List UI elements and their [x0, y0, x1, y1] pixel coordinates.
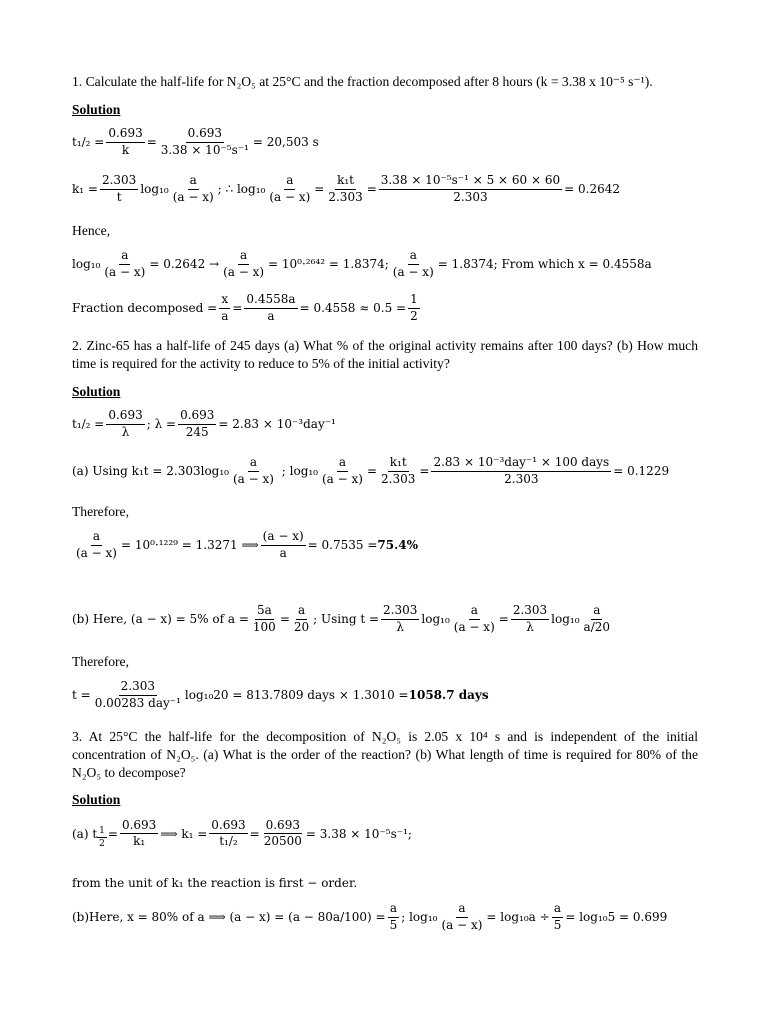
therefore-label-2: Therefore, [72, 654, 129, 669]
equation-eighty-percent: (b)Here, x = 80% of a ⟹ (a − x) = (a − 80a/100) = $\frac{a}{5}$ ; log₁₀ $\frac{a}{(a - x)}$ = log₁₀a ÷ $\frac{a}{5}$ = log₁₀5 = 0.699 [72, 901, 668, 932]
equation-half-life-2: t₁/₂ = $\frac{0.693}{\lambda}$ ; λ = $\frac{0.693}{245}$ = 2.83 × 10⁻³day⁻¹ [72, 408, 336, 439]
therefore-label-1: Therefore, [72, 504, 129, 519]
equation-rate-constant-1: k₁ = $\frac{2.303}{t}$ log₁₀ a (a − x) ; ∴ log₁₀ $\frac{a}{(a - x)}$ = $\frac{\text{k₁t}}{2.303}$ = $\frac{\text{3.38 × 10⁻⁵s⁻¹ × 5 × 60 × 60}}{2.303}$ = 0.2642 [72, 173, 620, 204]
hence-label: Hence, [72, 223, 111, 238]
equation-fraction-decomposed: Fraction decomposed = $\frac{x}{a}$ = $\frac{0.4558a}{a}$ = 0.4558 ≈ 0.5 = $\frac{1}{2}$ [72, 292, 418, 323]
equation-rate-constant-3: (a) t $\frac{1}{2}$ = $\frac{0.693}{\text{k₁}}$ ⟹ k₁ = $\frac{0.693}{\text{t₁/₂}}$ = $\frac{0.693}{20500}$ = 3.38 × 10⁻⁵s⁻¹; [72, 817, 412, 850]
equation-log-ratio-1: log₁₀ $\frac{a}{(a - x)}$ = 0.2642 → $\frac{a}{(a - x)}$ = 10⁰·²⁶⁴² = 1.8374; $\frac{a}{(a - x)}$ = 1.8374; From which x = 0.4558a [72, 248, 652, 279]
equation-time-to-five-percent: (b) Here, (a − x) = 5% of a = $\frac{5a}{100}$ = $\frac{a}{20}$ ; Using t = $\frac{2.303}{\lambda}$ log₁₀ $\frac{a}{(a - x)}$ = $\frac{2.303}{\lambda}$ log₁₀ a a/20 [72, 603, 611, 634]
equation-half-life-1: t₁/₂ = $\frac{0.693}{k}$ = $\frac{0.693}{\text{3.38 × 10⁻⁵s⁻¹}}$ = 20,503 s [72, 126, 319, 157]
question-3: 3. At 25°C the half-life for the decomposition of N₂O₅ is 2.05 x 10⁴ s and is independent of the initial concentration of N₂O₅. (a) What is the order of the reaction? (b) What length of time is required for 80% of the N₂O₅ to decompose? [72, 729, 698, 780]
equation-time-result: t = 2.303 0.00283 day⁻¹ log₁₀20 = 813.7809 days × 1.3010 = 1058.7 days [72, 679, 489, 710]
solution-heading-2: Solution [72, 384, 121, 399]
first-order-statement: from the unit of k₁ the reaction is first − order. [72, 876, 358, 890]
question-1: 1. Calculate the half-life for N₂O₅ at 25°C and the fraction decomposed after 8 hours (k = 3.38 x 10⁻⁵ s⁻¹). [72, 74, 653, 89]
solution-heading-3: Solution [72, 792, 121, 807]
solution-heading-1: Solution [72, 102, 121, 117]
equation-remaining-activity: (a) Using k₁t = 2.303log₁₀ a (a − x) ; log₁₀ $\frac{a}{(a - x)}$ = $\frac{\text{k₁t}}{2.303}$ = 2.83 × 10⁻³day⁻¹ × 100 days 2.303 = 0.1229 [72, 455, 670, 486]
equation-activity-percent: $\frac{a}{(a - x)}$ = 10⁰·¹²²⁹ = 1.3271 ⟹ $\frac{(a - x)}{a}$ = 0.7535 = 75.4% [76, 529, 419, 560]
question-2: 2. Zinc-65 has a half-life of 245 days (a) What % of the original activity remains after 100 days? (b) How much time is required for the activity to reduce to 5% of the initial activity? [72, 338, 698, 371]
